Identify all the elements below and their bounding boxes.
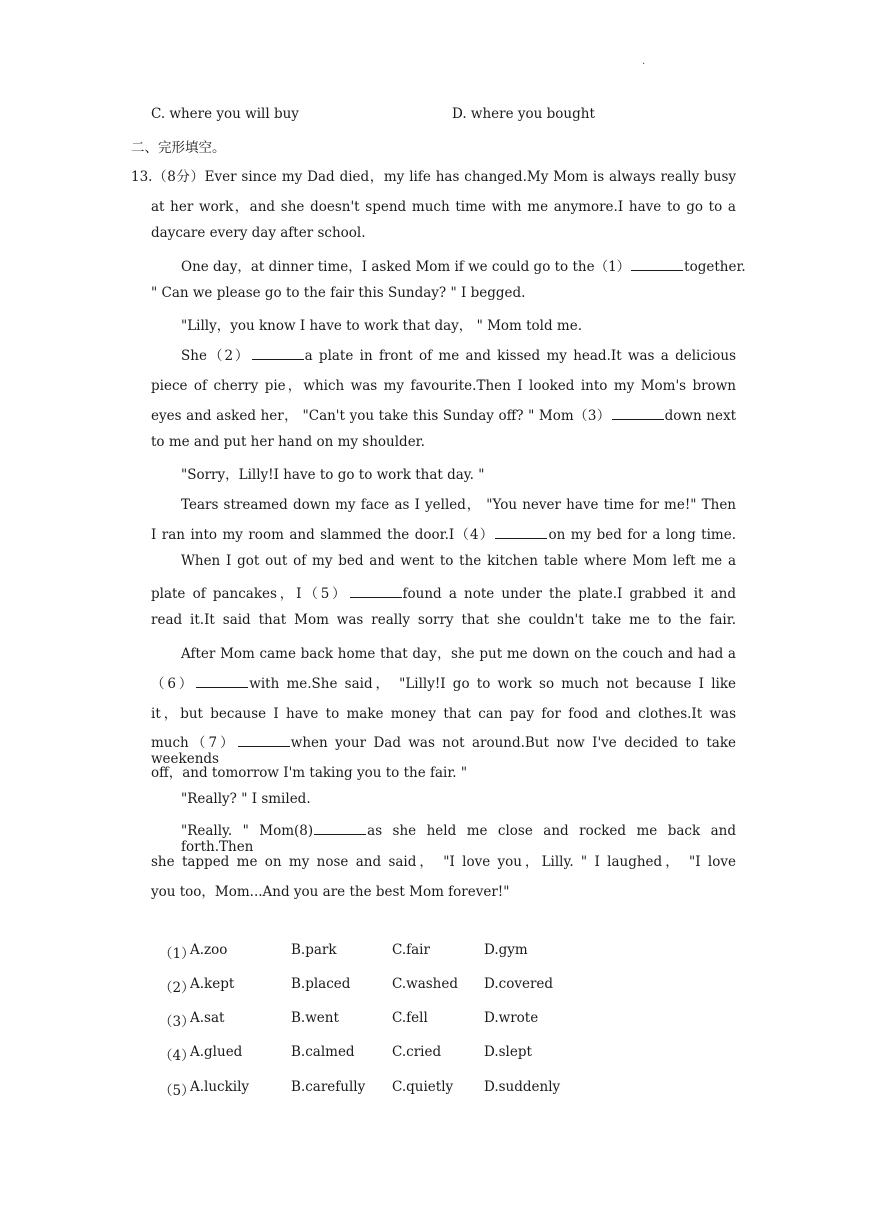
passage-text: eyes and asked her， "Can't you take this Sunday off? " Mom（3） [151,408,611,424]
passage-line: to me and put her hand on my shoulder. [151,434,425,450]
passage-line: After Mom came back home that day，she put me down on the couch and had a [181,646,736,662]
option-a: A.zoo [190,942,228,958]
option-a: A.luckily [190,1079,250,1095]
passage-text: as she held me close and rocked me back and forth.Then [181,823,736,855]
passage-text: when your Dad was not around.But now I've decided to take weekends [151,735,736,767]
option-d: D.wrote [484,1010,539,1026]
option-c: C.cried [392,1044,442,1060]
passage-text: with me.She said， "Lilly!I go to work so much not because I like [249,676,737,692]
passage-line [151,404,736,424]
passage-text: found a note under the plate.I grabbed it and [402,586,736,602]
passage-line: off，and tomorrow I'm taking you to the fair. " [151,765,468,781]
passage-text: much（7） [151,735,237,751]
option-b: B.park [291,942,337,958]
option-number: （2） [159,980,195,996]
passage-text: down next [664,408,736,424]
question-intro-line: daycare every day after school. [151,225,366,241]
option-d: D.gym [484,942,528,958]
passage-line: "Sorry，Lilly!I have to go to work that day. " [181,467,485,483]
option-b: B.placed [291,976,351,992]
passage-line: Tears streamed down my face as I yelled， "You never have time for me!" Then [181,497,736,513]
passage-line: you too，Mom...And you are the best Mom forever!" [151,884,510,900]
passage-text: I ran into my room and slammed the door.I（4） [151,527,495,543]
blank-2 [252,346,304,360]
option-number: （4） [159,1048,195,1064]
option-c: C.washed [392,976,458,992]
blank-6 [196,674,248,688]
passage-line [151,523,736,543]
passage-line [151,582,736,602]
passage-line: read it.It said that Mom was really sorry that she couldn't take me to the fair. [151,612,736,628]
option-a: A.glued [190,1044,243,1060]
header-dot: . [642,56,646,67]
blank-5 [350,584,402,598]
prev-option-c: C. where you will buy [151,106,299,122]
passage-line: "Lilly，you know I have to work that day， " Mom told me. [181,318,582,334]
question-intro-line: at her work，and she doesn't spend much time with me anymore.I have to go to a [151,199,736,215]
prev-option-d: D. where you bought [452,106,595,122]
option-b: B.carefully [291,1079,366,1095]
passage-text: "Really. " Mom(8) [181,823,314,839]
passage-line: she tapped me on my nose and said， "I love you，Lilly. " I laughed， "I love [151,854,736,870]
option-c: C.quietly [392,1079,454,1095]
passage-line [151,672,736,692]
option-d: D.slept [484,1044,532,1060]
passage-text: a plate in front of me and kissed my head.It was a delicious [304,348,736,364]
option-d: D.suddenly [484,1079,561,1095]
option-number: （5） [159,1083,195,1099]
option-b: B.went [291,1010,339,1026]
passage-text: She（2） [181,348,251,364]
passage-line [181,255,746,275]
passage-text: on my bed for a long time. [548,527,736,543]
option-number: （1） [159,946,195,962]
passage-line: piece of cherry pie，which was my favourite.Then I looked into my Mom's brown [151,378,736,394]
option-c: C.fell [392,1010,428,1026]
section-title: 二、完形填空。 [131,140,226,156]
passage-line: it，but because I have to make money that can pay for food and clothes.It was [151,706,736,722]
blank-1 [631,257,683,271]
option-b: B.calmed [291,1044,355,1060]
blank-4 [495,525,547,539]
option-c: C.fair [392,942,430,958]
passage-line [181,344,736,364]
question-intro-line: 13.（8分）Ever since my Dad died，my life has changed.My Mom is always really busy [131,169,736,185]
option-d: D.covered [484,976,554,992]
passage-line: When I got out of my bed and went to the kitchen table where Mom left me a [181,553,736,569]
passage-text: One day，at dinner time，I asked Mom if we could go to the（1） [181,259,631,275]
blank-8 [314,821,366,835]
passage-text: plate of pancakes，I（5） [151,586,349,602]
blank-7 [238,733,290,747]
passage-line: "Really? " I smiled. [181,791,311,807]
option-number: （3） [159,1014,195,1030]
passage-text: together. [684,259,746,275]
blank-3 [612,406,664,420]
option-a: A.sat [190,1010,225,1026]
option-a: A.kept [190,976,235,992]
passage-line: " Can we please go to the fair this Sunday? " I begged. [151,285,526,301]
passage-text: （6） [151,676,196,692]
